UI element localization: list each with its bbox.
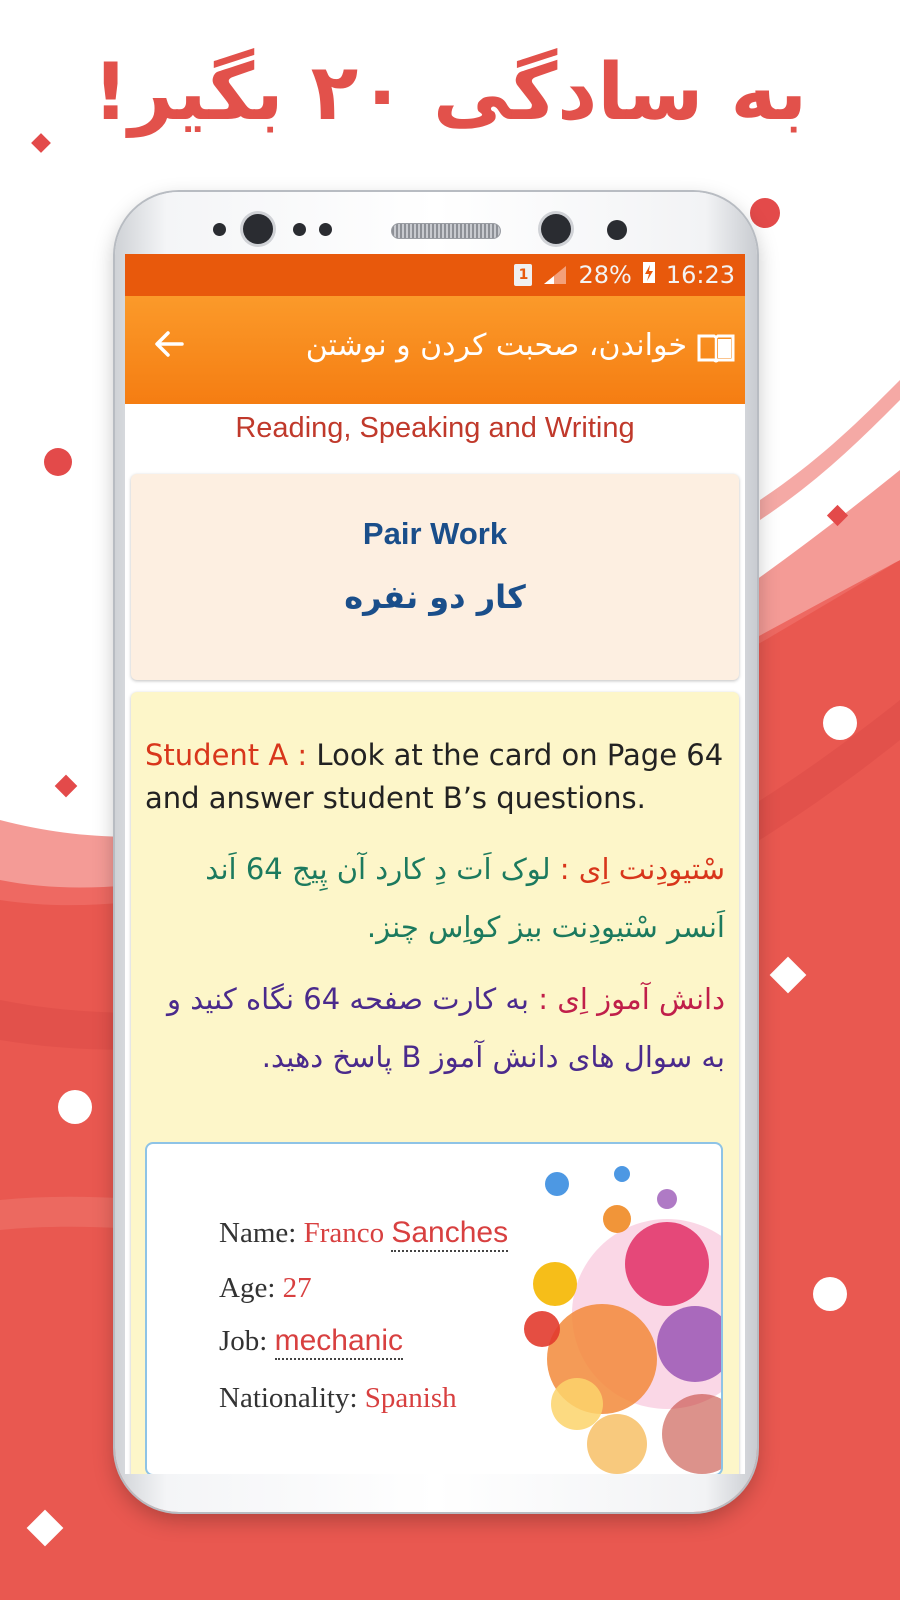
promo-headline: به سادگی ۲۰ بگیر! (92, 48, 808, 138)
name-label: Name: (219, 1217, 297, 1249)
id-age-row (219, 1272, 312, 1305)
pair-work-card (131, 474, 739, 680)
last-name-blank (391, 1216, 508, 1252)
pronunciation-text: لوک اَت دِ کارد آن پِیج 64 اَند اَنسر سْتیودِنت بیز کواِس چنز. (205, 852, 725, 944)
sensor-icon (213, 223, 226, 236)
sensor-icon (607, 220, 627, 240)
translation-label: دانش آموز اِی : (538, 982, 725, 1016)
pair-work-persian: کار دو نفره (344, 578, 526, 616)
decor-dot (823, 706, 857, 740)
pronunciation-label: سْتیودِنت اِی : (559, 852, 725, 886)
instruction-pronunciation (145, 840, 725, 956)
pair-work-title: Pair Work (362, 516, 508, 551)
first-name: Franco (303, 1217, 385, 1249)
job-label: Job: (219, 1325, 268, 1357)
earpiece-speaker (391, 223, 501, 239)
battery-percent: 28% (578, 261, 632, 289)
sensor-icon (319, 223, 332, 236)
translation-text: به کارت صفحه 64 نگاه کنید و به سوال های دانش آموز B پاسخ دهید. (166, 982, 725, 1074)
clock: 16:23 (665, 261, 735, 289)
last-name: Sanches (391, 1216, 509, 1249)
instruction-persian (145, 970, 725, 1086)
age-label: Age: (219, 1272, 276, 1304)
job-blank (275, 1324, 403, 1360)
status-bar (125, 254, 745, 296)
age-value: 27 (282, 1272, 312, 1304)
student-id-card (145, 1142, 723, 1474)
nationality-label: Nationality: (219, 1382, 358, 1414)
instruction-card (131, 692, 739, 1474)
bubbles-illustration (147, 1144, 721, 1474)
front-camera-icon (243, 214, 273, 244)
book-open-icon (697, 332, 735, 364)
sensor-icon (293, 223, 306, 236)
app-bar-title: خواندن، صحبت کردن و نوشتن (305, 328, 687, 363)
job-value: mechanic (274, 1324, 403, 1357)
phone-top-bezel (115, 192, 757, 262)
decor-dot (44, 448, 72, 476)
phone-frame (115, 192, 757, 1512)
signal-icon (542, 264, 568, 286)
phone-screen (125, 254, 745, 1474)
nationality-value: Spanish (364, 1382, 457, 1414)
sim-icon: 1 (514, 264, 532, 286)
app-bar (125, 296, 745, 404)
battery-charging-icon (642, 260, 656, 290)
student-a-label: Student A : (145, 738, 308, 772)
instruction-english (145, 734, 725, 820)
section-subtitle: Reading, Speaking and Writing (235, 412, 635, 444)
id-nationality-row (219, 1382, 457, 1415)
id-job-row (219, 1324, 403, 1360)
instruction-english-text: Look at the card on Page 64 and answer student B’s questions. (145, 738, 724, 815)
arrow-left-icon[interactable] (145, 326, 193, 374)
decor-dot (58, 1090, 92, 1124)
id-name-row (219, 1216, 508, 1252)
decor-dot (813, 1277, 847, 1311)
front-camera-icon (541, 214, 571, 244)
